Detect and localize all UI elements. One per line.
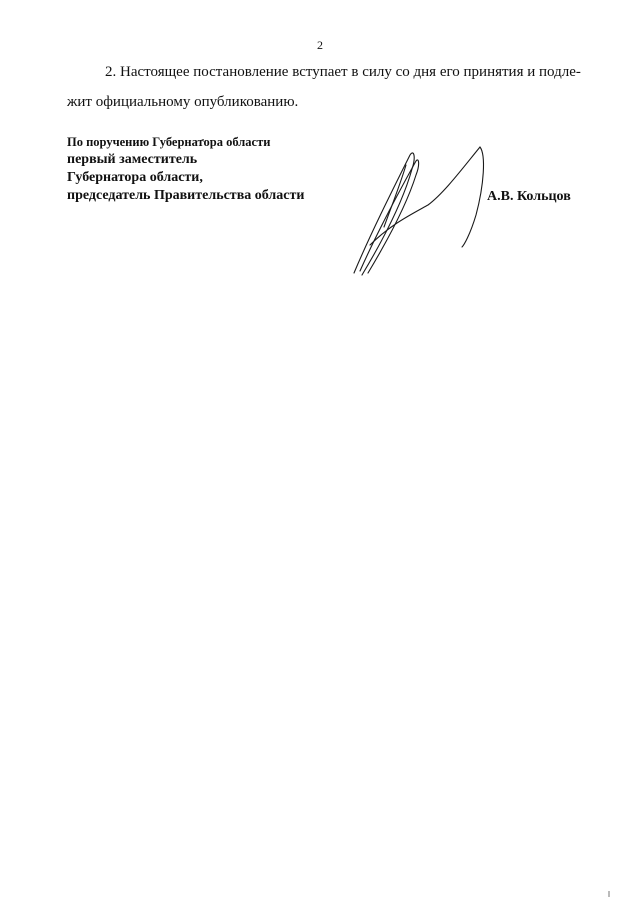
signatory-block: [67, 134, 304, 205]
paragraph-line-1: 2. Настоящее постановление вступает в силу со дня его принятия и подле-: [105, 64, 581, 80]
signatory-position-2: Губернатора области,: [67, 170, 203, 185]
paragraph-line-2: жит официальному опубликованию.: [67, 94, 299, 110]
page-number: 2: [317, 38, 323, 52]
handwritten-signature: [340, 135, 500, 285]
signatory-name: А.В. Кольцов: [487, 189, 571, 204]
signatory-position-3: председатель Правительства области: [67, 188, 305, 203]
body-paragraph: [67, 57, 597, 117]
signatory-authority: По поручению Губернатора области: [67, 135, 271, 149]
stray-mark: [200, 128, 204, 130]
signatory-position-1: первый заместитель: [67, 152, 198, 167]
stray-mark-corner: [608, 884, 610, 890]
